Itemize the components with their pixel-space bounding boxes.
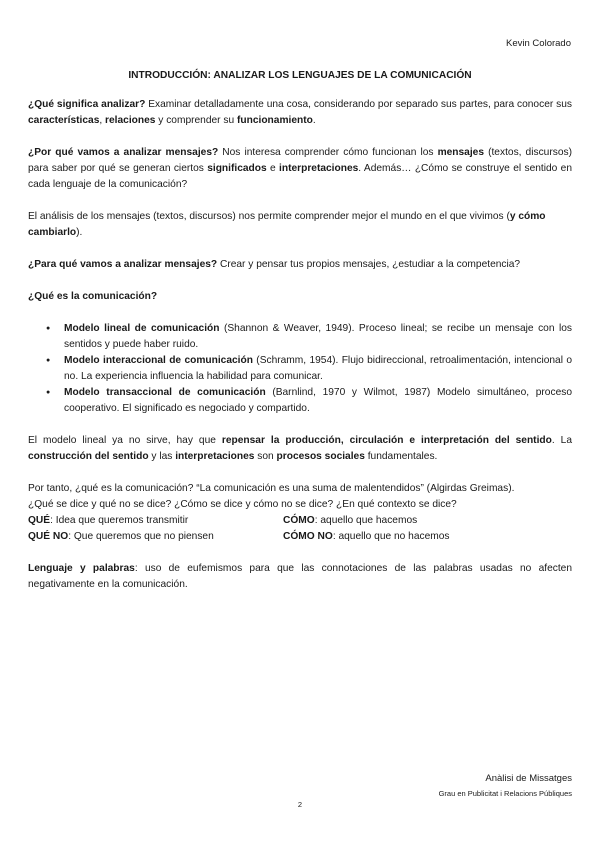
keyword: funcionamiento	[237, 115, 313, 126]
question-label: ¿Para qué vamos a analizar mensajes?	[28, 259, 218, 270]
keyword: significados	[207, 163, 267, 174]
text-run: e	[266, 163, 280, 174]
paragraph-linear-model-obsolete	[28, 433, 572, 465]
what-cell	[28, 513, 283, 529]
text-run: El análisis de los mensajes (textos, discursos) nos permite comprender mejor el mundo en el que vivimos (	[28, 211, 510, 222]
keyword: interpretaciones	[279, 163, 359, 174]
what-not-label: QUÉ NO	[28, 531, 69, 542]
footer-course-name: Anàlisi de Missatges	[485, 773, 572, 784]
text-run: ,	[99, 115, 106, 126]
text-run: Examinar detalladamente una cosa, considerando por separado sus partes, para conocer sus	[145, 99, 572, 110]
keyword: relaciones	[105, 115, 156, 126]
list-item-linear-model	[28, 321, 572, 353]
model-name: Modelo interaccional de comunicación	[64, 355, 253, 366]
text-run: ).	[76, 227, 83, 238]
question-label: ¿Qué es la comunicación?	[28, 291, 158, 302]
document-body	[28, 97, 572, 609]
how-text: : aquello que hacemos	[314, 515, 418, 526]
question-label: ¿Qué significa analizar?	[28, 99, 146, 110]
model-name: Modelo transaccional de comunicación	[64, 387, 266, 398]
text-run: y las	[148, 451, 176, 462]
paragraph-what-for	[28, 257, 572, 273]
what-text: : Idea que queremos transmitir	[50, 515, 189, 526]
paragraph-what-is-communication	[28, 289, 572, 305]
model-description: (Shannon & Weaver, 1949). Proceso lineal; se recibe un mensaje con los sentidos y puede haber ruido.	[64, 323, 572, 350]
how-not-cell	[283, 529, 572, 545]
header-author: Kevin Colorado	[506, 38, 571, 49]
how-not-label: CÓMO NO	[283, 531, 333, 542]
how-cell	[283, 513, 572, 529]
what-not-cell	[28, 529, 283, 545]
keyword: Lenguaje y palabras	[28, 563, 135, 574]
text-run: . Además… ¿Cómo se construye el sentido en cada lenguaje de la comunicación?	[28, 163, 573, 190]
model-name: Modelo lineal de comunicación	[64, 323, 220, 334]
text-run: . La	[551, 435, 572, 446]
list-item-transactional-model	[28, 385, 572, 417]
text-line: Por tanto, ¿qué es la comunicación? “La comunicación es una suma de malentendidos” (Algirdas Greimas).	[28, 483, 515, 494]
keyword: repensar la producción, circulación e interpretación del sentido	[221, 435, 552, 446]
paragraph-language-words	[28, 561, 572, 593]
text-run: y comprender su	[155, 115, 237, 126]
what-label: QUÉ	[28, 515, 51, 526]
text-run: (textos, discursos) para saber por qué se generan ciertos	[28, 147, 572, 174]
document-title: INTRODUCCIÓN: ANALIZAR LOS LENGUAJES DE LA COMUNICACIÓN	[128, 70, 472, 81]
what-not-how-not-row	[28, 529, 572, 545]
text-run: .	[312, 115, 316, 126]
paragraph-why-analyze	[28, 145, 572, 193]
what-not-text: : Que queremos que no piensen	[68, 531, 214, 542]
text-run: : uso de eufemismos para que las connotaciones de las palabras usadas no afecten negativamente en la comunicación.	[28, 563, 573, 590]
page-number: 2	[297, 800, 303, 809]
text-line: ¿Qué se dice y qué no se dice? ¿Cómo se dice y cómo no se dice? ¿En qué contexto se dice?	[28, 499, 457, 510]
keyword: procesos sociales	[276, 451, 365, 462]
question-label: ¿Por qué vamos a analizar mensajes?	[28, 147, 219, 158]
paragraph-analysis	[28, 209, 572, 241]
keyword: interpretaciones	[175, 451, 255, 462]
list-item-interactional-model	[28, 353, 572, 385]
keyword: características	[28, 115, 100, 126]
what-how-row	[28, 513, 572, 529]
text-run: Nos interesa comprender cómo funcionan los	[218, 147, 438, 158]
keyword: y cómo cambiarlo	[28, 211, 546, 238]
keyword: construcción del sentido	[28, 451, 149, 462]
how-not-text: : aquello que no hacemos	[332, 531, 450, 542]
footer-degree-name: Grau en Publicitat i Relacions Públiques	[438, 789, 572, 798]
model-description: (Schramm, 1954). Flujo bidireccional, retroalimentación, intencional o no. La experiencia influencia la habilidad para comunicar.	[64, 355, 573, 382]
keyword: mensajes	[437, 147, 485, 158]
communication-models-list	[28, 321, 572, 417]
text-run: El modelo lineal ya no sirve, hay que	[28, 435, 222, 446]
text-run: son	[254, 451, 277, 462]
model-description: (Barnlind, 1970 y Wilmot, 1987) Modelo simultáneo, proceso cooperativo. El significado es negociado y compartido.	[64, 387, 572, 414]
how-label: CÓMO	[283, 515, 315, 526]
text-run: Crear y pensar tus propios mensajes, ¿estudiar a la competencia?	[217, 259, 521, 270]
paragraph-therefore	[28, 481, 572, 545]
text-run: fundamentales.	[364, 451, 438, 462]
paragraph-what-is-analyzing	[28, 97, 572, 129]
